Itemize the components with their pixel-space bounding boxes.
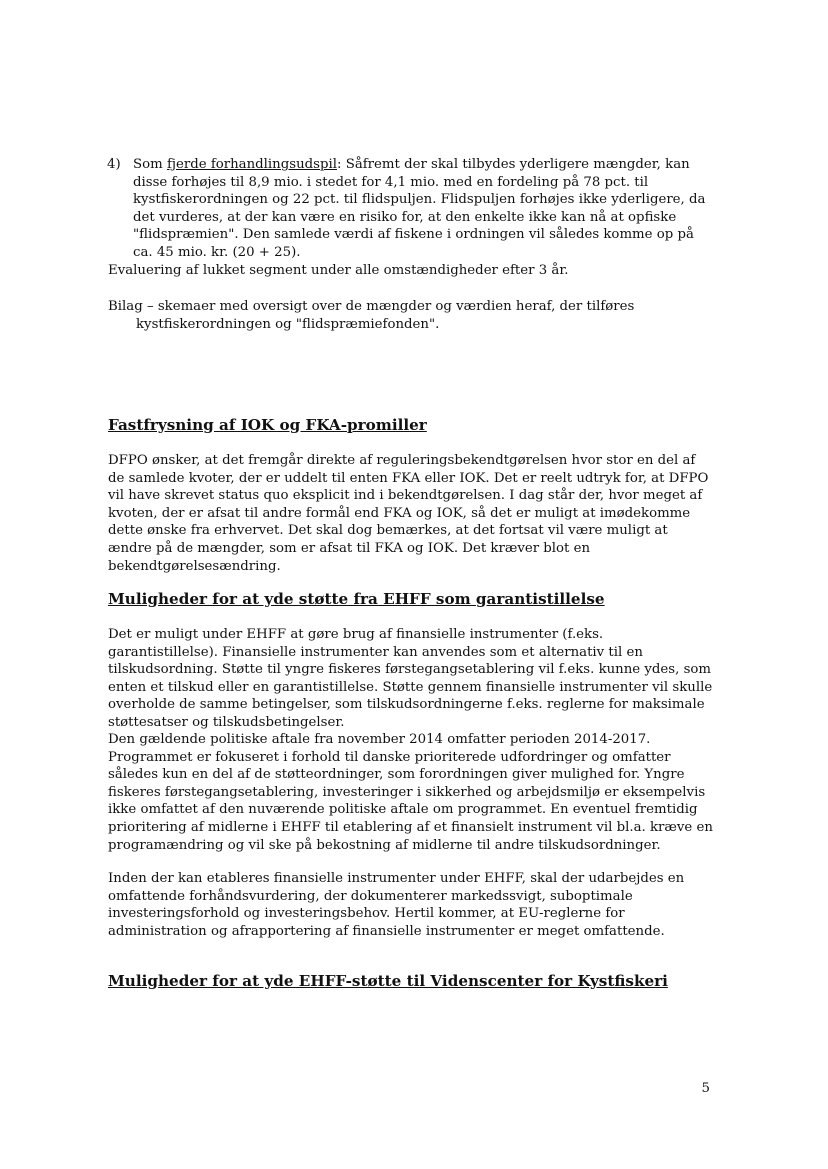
list-item-4	[107, 156, 713, 262]
section-garantistillelse-paragraph-3: Inden der kan etableres finansielle instrumenter under EHFF, skal der udarbejdes en omfattende forhåndsvurdering, der dokumenterer markedssvigt, suboptimale investeringsforhold og investeringsbehov. Hertil kommer, at EU-reglerne for administration og afrapportering af finansielle instrumenter er meget omfattende.	[108, 871, 685, 939]
section-heading-fastfrysning: Fastfrysning af IOK og FKA-promiller	[108, 416, 427, 434]
list-number: 4)	[107, 157, 121, 172]
bilag-paragraph: Bilag – skemaer med oversigt over de mængder og værdien heraf, der tilføres kystfiskerordningen og "flidspræmiefonden".	[108, 299, 635, 332]
section-heading-garantistillelse: Muligheder for at yde støtte fra EHFF som garantistillelse	[108, 590, 605, 608]
evaluation-paragraph: Evaluering af lukket segment under alle omstændigheder efter 3 år.	[108, 263, 569, 278]
page-number: 5	[701, 1081, 710, 1096]
list-item-text: : Såfremt der skal tilbydes yderligere mængder, kan disse forhøjes til 8,9 mio. i stedet for 4,1 mio. med en fordeling på 78 pct. til kystfiskerordningen og 22 pct. til flidspuljen. Flidspuljen forhøjes ikke yderligere, da det vurderes, at der kan være en risiko for, at den enkelte ikke kan nå at opfiske "flidspræmien". Den samlede værdi af fiskene i ordningen vil således komme op på ca. 45 mio. kr. (20 + 25).	[133, 157, 706, 260]
section-fastfrysning-paragraph-1: DFPO ønsker, at det fremgår direkte af reguleringsbekendtgørelsen hvor stor en del af de samlede kvoter, der er uddelt til enten FKA eller IOK. Det er reelt udtryk for, at DFPO vil have skrevet status quo eksplicit ind i bekendtgørelsen. I dag står der, hvor meget af kvoten, der er afsat til andre formål end FKA og IOK, så det er muligt at imødekomme dette ønske fra erhvervet. Det skal dog bemærkes, at det fortsat vil være muligt at ændre på de mængder, som er afsat til FKA og IOK. Det kræver blot en bekendtgørelsesændring.	[108, 453, 709, 574]
list-item-underlined-term: fjerde forhandlingsudspil	[166, 157, 338, 172]
section-garantistillelse-paragraph-2: Den gældende politiske aftale fra november 2014 omfatter perioden 2014-2017. Programmet er fokuseret i forhold til danske prioriterede udfordringer og omfatter således kun en del af de støtteordninger, som forordningen giver mulighed for. Yngre fiskeres førstegangsetablering, investeringer i sikkerhed og arbejdsmiljø er eksempelvis ikke omfattet af den nuværende politiske aftale om programmet. En eventuel fremtidig prioritering af midlerne i EHFF til etablering af et finansielt instrument vil bl.a. kræve en programændring og vil ske på bekostning af midlerne til andre tilskudsordninger.	[108, 732, 713, 853]
list-item-prefix: Som	[133, 157, 167, 172]
section-heading-videnscenter: Muligheder for at yde EHFF-støtte til Videnscenter for Kystfiskeri	[108, 972, 668, 990]
section-garantistillelse-paragraph-1: Det er muligt under EHFF at gøre brug af finansielle instrumenter (f.eks. garantistillelse). Finansielle instrumenter kan anvendes som et alternativ til en tilskudsordning. Støtte til yngre fiskeres førstegangsetablering vil f.eks. kunne ydes, som enten et tilskud eller en garantistillelse. Støtte gennem finansielle instrumenter vil skulle overholde de samme betingelser, som tilskudsordningerne f.eks. reglerne for maksimale støttesatser og tilskudsbetingelser.	[108, 627, 713, 730]
